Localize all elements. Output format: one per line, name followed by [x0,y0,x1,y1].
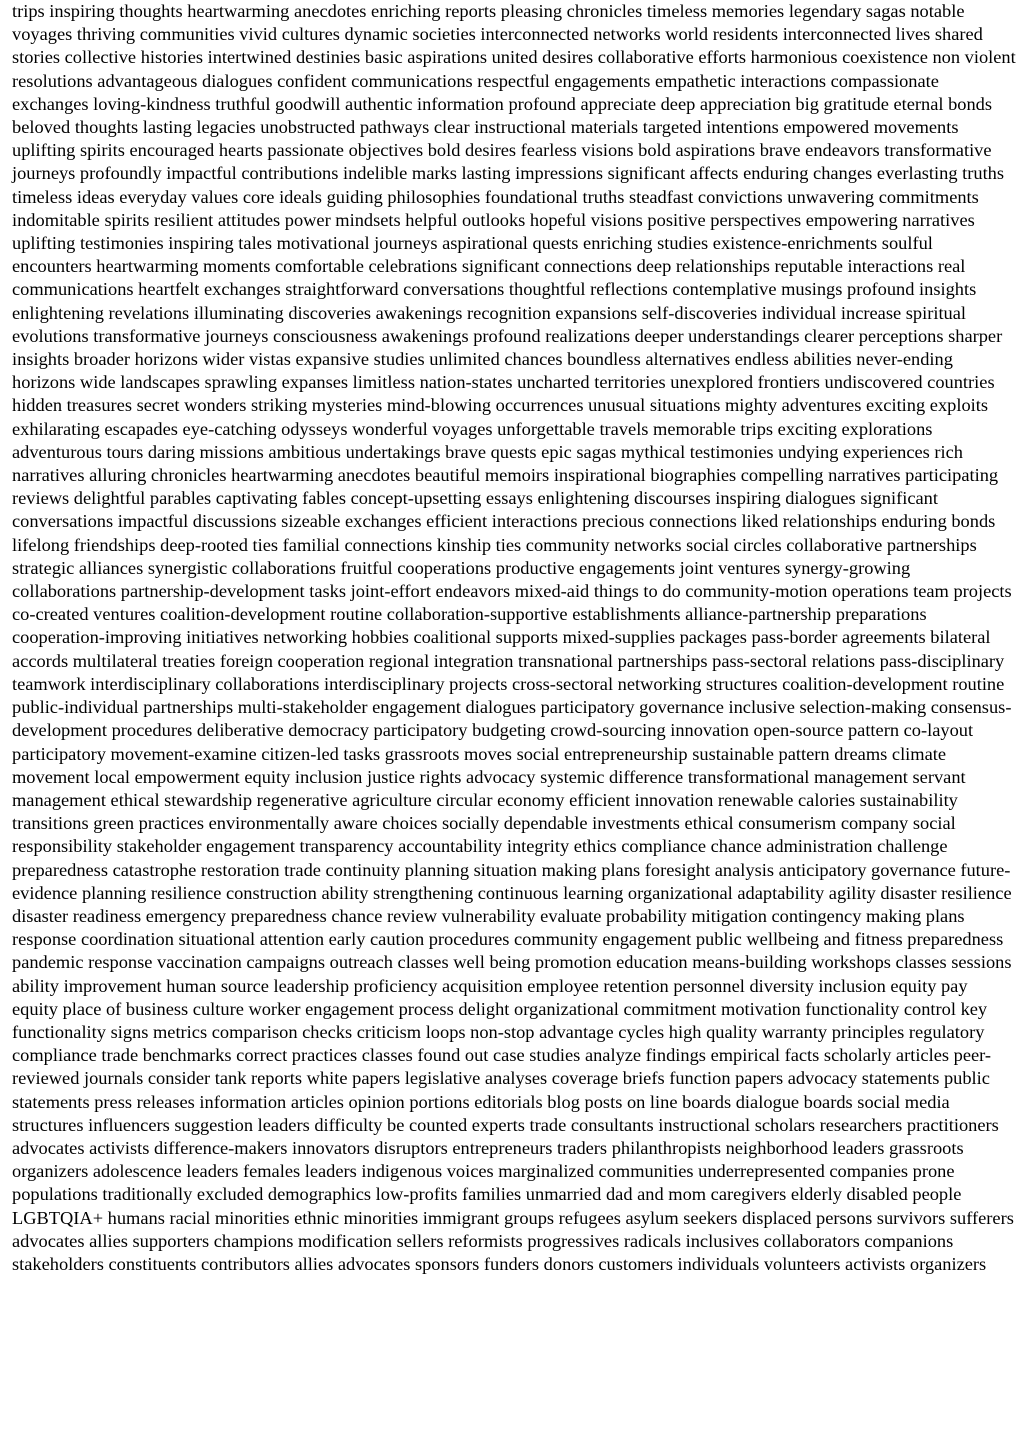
body-text-paragraph: trips inspiring thoughts heartwarming anecdotes enriching reports pleasing chronicles timeless memories legendary sagas notable voyages thriving communities vivid cultures dynamic societies interconnected networks world residents interconnected lives shared stories collective histories intertwined destinies basic aspirations united desires collaborative efforts harmonious coexistence non violent resolutions advantageous dialogues confident communications respectful engagements empathetic interactions compassionate exchanges loving-kindness truthful goodwill authentic information profound appreciate deep appreciation big gratitude eternal bonds beloved thoughts lasting legacies unobstructed pathways clear instructional materials targeted intentions empowered movements uplifting spirits encouraged hearts passionate objectives bold desires fearless visions bold aspirations brave endeavors transformative journeys profoundly impactful contributions indelible marks lasting impressions significant affects enduring changes everlasting truths timeless ideas everyday values core ideals guiding philosophies foundational truths steadfast convictions unwavering commitments indomitable spirits resilient attitudes power mindsets helpful outlooks hopeful visions positive perspectives empowering narratives uplifting testimonies inspiring tales motivational journeys aspirational quests enriching studies existence-enrichments soulful encounters heartwarming moments comfortable celebrations significant connections deep relationships reputable interactions real communications heartfelt exchanges straightforward conversations thoughtful reflections contemplative musings profound insights enlightening revelations illuminating discoveries awakenings recognition expansions self-discoveries individual increase spiritual evolutions transformative journeys consciousness awakenings profound realizations deeper understandings clearer perceptions sharper insights broader horizons wider vistas expansive studies unlimited chances boundless alternatives endless abilities never-ending horizons wide landscapes sprawling expanses limitless nation-states uncharted territories unexplored frontiers undiscovered countries hidden treasures secret wonders striking mysteries mind-blowing occurrences unusual situations mighty adventures exciting exploits exhilarating escapades eye-catching odysseys wonderful voyages unforgettable travels memorable trips exciting explorations adventurous tours daring missions ambitious undertakings brave quests epic sagas mythical testimonies undying experiences rich narratives alluring chronicles heartwarming anecdotes beautiful memoirs inspirational biographies compelling narratives participating reviews delightful parables captivating fables concept-upsetting essays enlightening discourses inspiring dialogues significant conversations impactful discussions sizeable exchanges efficient interactions precious connections liked relationships enduring bonds lifelong friendships deep-rooted ties familial connections kinship ties community networks social circles collaborative partnerships strategic alliances synergistic collaborations fruitful cooperations productive engagements joint ventures synergy-growing collaborations partnership-development tasks joint-effort endeavors mixed-aid things to do community-motion operations team projects co-created ventures coalition-development routine collaboration-supportive establishments alliance-partnership preparations cooperation-improving initiatives networking hobbies coalitional supports mixed-supplies packages pass-border agreements bilateral accords multilateral treaties foreign cooperation regional integration transnational partnerships pass-sectoral relations pass-disciplinary teamwork interdisciplinary collaborations interdisciplinary projects cross-sectoral networking structures coalition-development routine public-individual partnerships multi-stakeholder engagement dialogues participatory governance inclusive selection-making consensus-development procedures deliberative democracy participatory budgeting crowd-sourcing innovation open-source pattern co-layout participatory movement-examine citizen-led tasks grassroots moves social entrepreneurship sustainable pattern dreams climate movement local empowerment equity inclusion justice rights advocacy systemic difference transformational management servant management ethical stewardship regenerative agriculture circular economy efficient innovation renewable calories sustainability transitions green practices environmentally aware choices socially dependable investments ethical consumerism company social responsibility stakeholder engagement transparency accountability integrity ethics compliance chance administration challenge preparedness catastrophe restoration trade continuity planning situation making plans foresight analysis anticipatory governance future-evidence planning resilience construction ability strengthening continuous learning organizational adaptability agility disaster resilience disaster readiness emergency preparedness chance review vulnerability evaluate probability mitigation contingency making plans response coordination situational attention early caution procedures community engagement public wellbeing and fitness preparedness pandemic response vaccination campaigns outreach classes well being promotion education means-building workshops classes sessions ability improvement human source leadership proficiency acquisition employee retention personnel diversity inclusion equity pay equity place of business culture worker engagement process delight organizational commitment motivation functionality control key functionality signs metrics comparison checks criticism loops non-stop advantage cycles high quality warranty principles regulatory compliance trade benchmarks correct practices classes found out case studies analyze findings empirical facts scholarly articles peer-reviewed journals consider tank reports white papers legislative analyses coverage briefs function papers advocacy statements public statements press releases information articles opinion portions editorials blog posts on line boards dialogue boards social media structures influencers suggestion leaders difficulty be counted experts trade consultants instructional scholars researchers practitioners advocates activists difference-makers innovators disruptors entrepreneurs traders philanthropists neighborhood leaders grassroots organizers adolescence leaders females leaders indigenous voices marginalized communities underrepresented companies prone populations traditionally excluded demographics low-profits families unmarried dad and mom caregivers elderly disabled people LGBTQIA+ humans racial minorities ethnic minorities immigrant groups refugees asylum seekers displaced persons survivors sufferers advocates allies supporters champions modification sellers reformists progressives radicals inclusives collaborators companions stakeholders constituents contributors allies advocates sponsors funders donors customers individuals volunteers activists organizers [12,1,1016,1274]
